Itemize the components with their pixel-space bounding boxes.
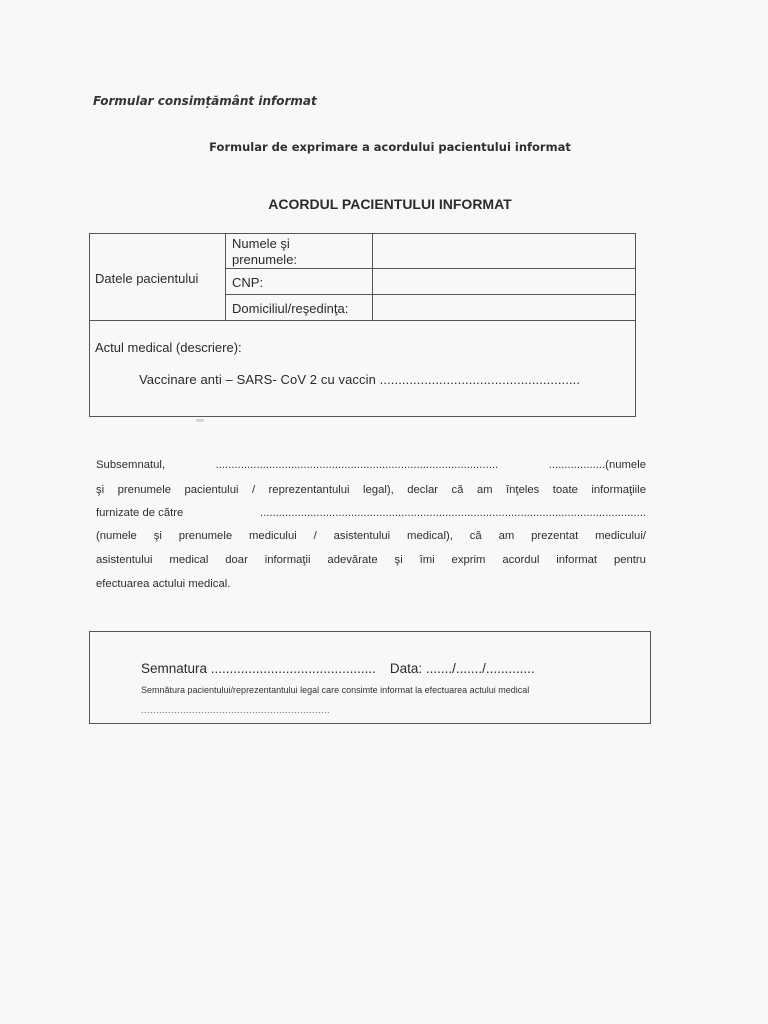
word: exprim: [451, 554, 486, 566]
word: medical),: [407, 530, 453, 542]
table-section-divider: [90, 320, 635, 321]
word: medical: [169, 554, 209, 566]
word: prezentat: [531, 530, 579, 542]
medical-act-label: Actul medical (descriere):: [95, 340, 242, 355]
word: asistentului: [96, 554, 153, 566]
word: /: [313, 530, 317, 542]
declaration-line-3: [96, 507, 646, 519]
word: asistentului: [333, 530, 391, 542]
table-row-divider: [226, 268, 635, 269]
word: şi: [153, 530, 162, 542]
word: toate: [552, 484, 578, 496]
declaration-line-3-start: furnizate de către: [96, 507, 184, 519]
word: informat: [556, 554, 598, 566]
declaration-line-1-end: ..................(numele: [548, 459, 646, 471]
word: doar: [225, 554, 248, 566]
word: reprezentantului: [268, 484, 350, 496]
word: legal),: [363, 484, 394, 496]
declaration-line-6: efectuarea actului medical.: [96, 578, 231, 590]
name-label-line1: Numele şi: [232, 236, 290, 251]
cnp-field-label: CNP:: [232, 275, 264, 290]
name-label-line2: prenumele:: [232, 252, 298, 267]
field-labels-column: [226, 234, 373, 320]
cnp-field-value[interactable]: [373, 269, 635, 294]
declaration-line-1: [96, 459, 646, 471]
field-values-column: [373, 234, 635, 320]
word: acordul: [502, 554, 540, 566]
word: că: [469, 530, 482, 542]
word: informaţii: [264, 554, 311, 566]
word: medicului/: [595, 530, 646, 542]
vaccine-description: Vaccinare anti – SARS- CoV 2 cu vaccin ......................................................: [139, 372, 581, 387]
word: îmi: [419, 554, 435, 566]
word: prenumele: [117, 484, 172, 496]
word: şi: [96, 484, 105, 496]
signature-note: Semnătura pacientului/reprezentantului legal care consimte informat la efectuarea actului medical: [141, 685, 530, 695]
signature-box: [89, 631, 651, 724]
word: (numele: [96, 530, 137, 542]
word: că: [451, 484, 464, 496]
declaration-line-3-dots: ...........................................................................................................................: [259, 507, 646, 519]
scan-speck: [196, 419, 204, 422]
patient-data-label: Datele pacientului: [95, 271, 199, 286]
word: pentru: [613, 554, 646, 566]
word: pacientului: [184, 484, 239, 496]
signature-dots-line: ...............................................................: [141, 705, 331, 715]
word: medicului: [249, 530, 297, 542]
declaration-line-5: [96, 554, 646, 566]
word: adevărate: [327, 554, 378, 566]
patient-data-table: [89, 233, 636, 417]
word: înţeles: [506, 484, 540, 496]
address-field-label: Domiciliul/reşedinţa:: [232, 301, 349, 316]
signature-line: [141, 661, 535, 676]
declaration-line-1-dots: ..........................................................................................: [215, 459, 499, 471]
page-title: ACORDUL PACIENTULUI INFORMAT: [268, 196, 512, 212]
date-field[interactable]: Data: ......./......./.............: [389, 661, 535, 676]
address-field-value[interactable]: [373, 295, 635, 320]
form-header-italic: Formular consimțământ informat: [93, 94, 317, 108]
word: şi: [394, 554, 403, 566]
signature-field[interactable]: Semnatura ............................................: [141, 661, 376, 676]
word: /: [251, 484, 256, 496]
name-field-value[interactable]: [373, 234, 635, 268]
name-field-label: [232, 236, 297, 268]
word: declar: [407, 484, 439, 496]
declaration-line-2: [96, 484, 646, 496]
declaration-line-4: [96, 530, 646, 542]
word: am: [498, 530, 515, 542]
table-row-divider: [226, 294, 635, 295]
form-subtitle: Formular de exprimare a acordului pacientului informat: [209, 140, 571, 154]
patient-data-section-cell: [90, 234, 226, 320]
word: am: [476, 484, 493, 496]
declaration-line-1-start: Subsemnatul,: [96, 459, 166, 471]
word: informaţiile: [591, 484, 646, 496]
word: prenumele: [178, 530, 233, 542]
